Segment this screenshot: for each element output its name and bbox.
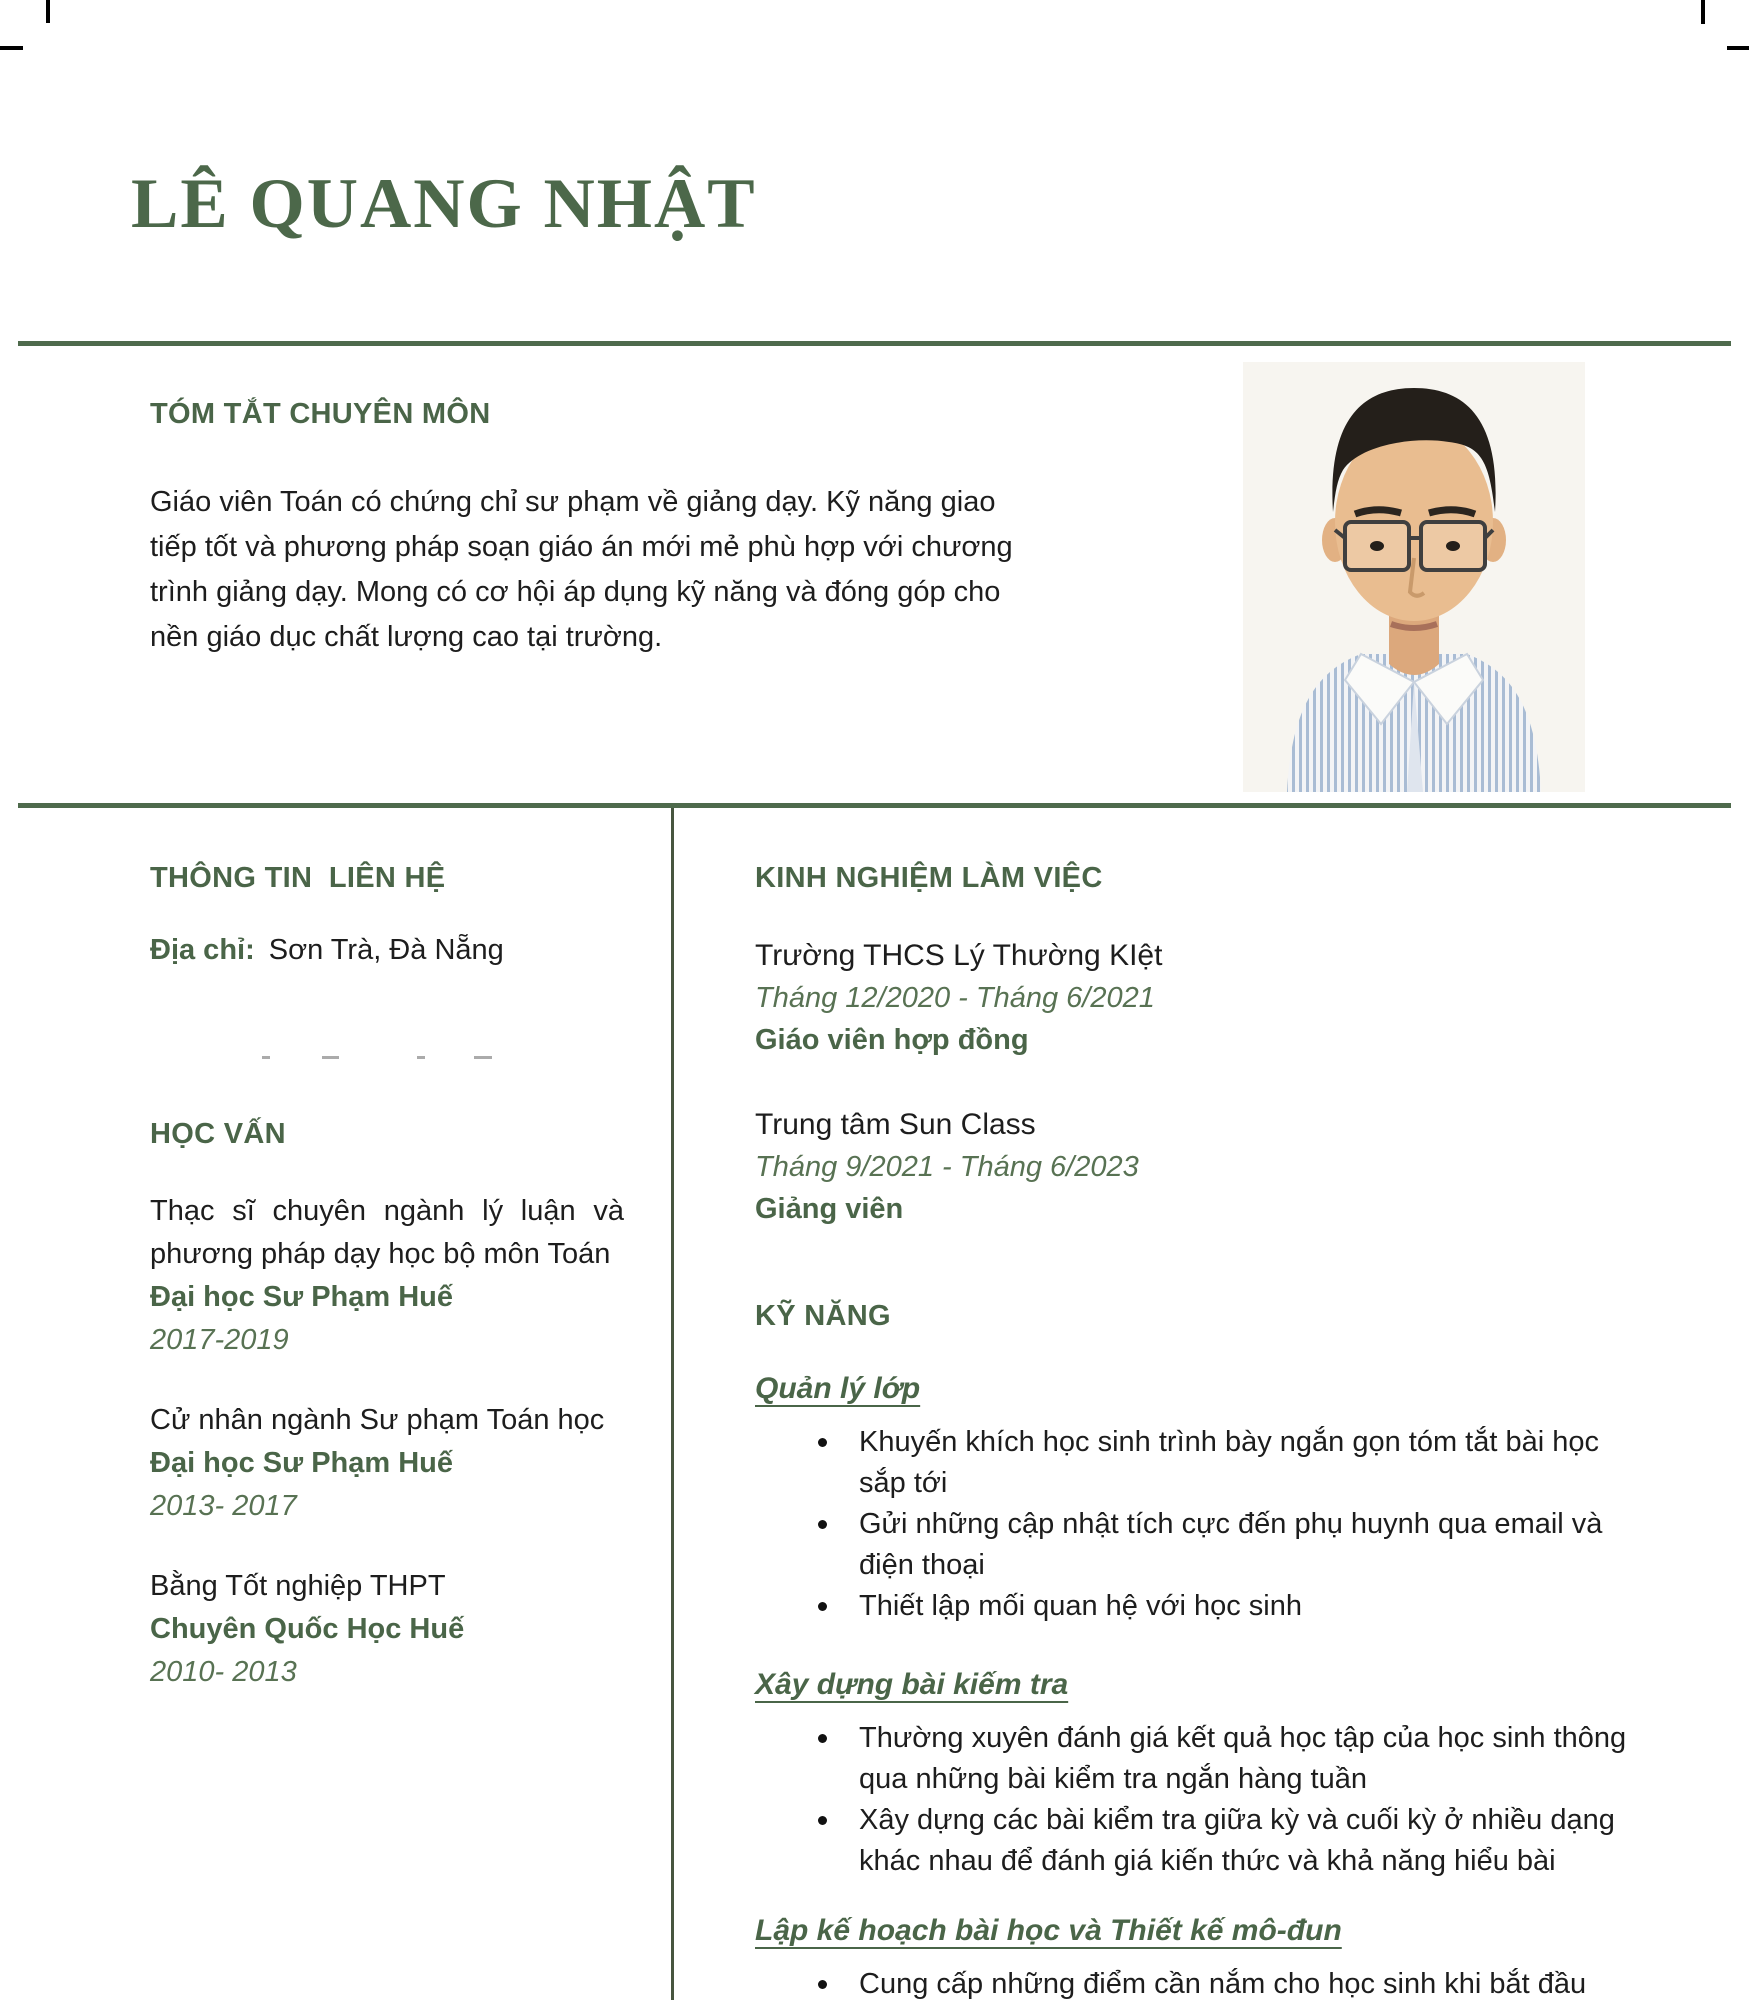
divider-middle — [18, 803, 1731, 808]
education-degree: Cử nhân ngành Sư phạm Toán học — [150, 1404, 605, 1436]
crop-mark-top-right-horizontal — [1727, 46, 1749, 50]
education-heading: HỌC VẤN — [150, 1118, 286, 1150]
education-list — [150, 1190, 624, 1693]
education-years: 2010- 2013 — [150, 1656, 297, 1688]
experience-heading: KINH NGHIỆM LÀM VIỆC — [755, 862, 1103, 894]
column-divider — [671, 808, 674, 2000]
address-row — [150, 934, 504, 967]
education-years: 2017-2019 — [150, 1324, 289, 1356]
skill-bullet: Thường xuyên đánh giá kết quả học tập của học sinh thông qua những bài kiểm tra ngắn hàng tuần — [755, 1718, 1639, 1800]
contact-heading: THÔNG TIN LIÊN HỆ — [150, 862, 446, 894]
education-item — [150, 1565, 624, 1693]
experience-org: Trung tâm Sun Class — [755, 1108, 1036, 1141]
experience-role: Giáo viên hợp đồng — [755, 1024, 1029, 1056]
skill-bullet-list — [755, 1718, 1639, 1882]
experience-period: Tháng 12/2020 - Tháng 6/2021 — [755, 982, 1155, 1014]
experience-item — [755, 934, 1635, 1062]
education-school: Đại học Sư Phạm Huế — [150, 1447, 454, 1479]
skill-group-title: Quản lý lớp — [755, 1372, 921, 1405]
skill-bullet: Cung cấp những điểm cần nắm cho học sinh khi bắt đầu — [755, 1964, 1639, 2000]
portrait-photo-graphic — [1243, 362, 1585, 792]
experience-org: Trường THCS Lý Thường KIệt — [755, 939, 1163, 972]
crop-mark-top-left-horizontal — [0, 46, 23, 50]
skill-group-test-building — [755, 1668, 1639, 1882]
crop-mark-top-right-vertical — [1701, 0, 1705, 24]
education-school: Đại học Sư Phạm Huế — [150, 1281, 454, 1313]
redacted-text-remnant — [262, 1056, 270, 1059]
skills-heading: KỸ NĂNG — [755, 1300, 891, 1332]
education-item — [150, 1399, 624, 1527]
crop-mark-top-left-vertical — [46, 0, 50, 23]
skill-bullet: Thiết lập mối quan hệ với học sinh — [755, 1586, 1639, 1627]
education-years: 2013- 2017 — [150, 1490, 297, 1522]
skill-bullet: Xây dựng các bài kiểm tra giữa kỳ và cuối kỳ ở nhiều dạng khác nhau để đánh giá kiến thức và khả năng hiểu bài — [755, 1800, 1639, 1882]
skill-bullet-list — [755, 1964, 1639, 2000]
divider-top — [18, 341, 1731, 346]
address-label: Địa chỉ: — [150, 934, 255, 966]
skill-group-class-management — [755, 1372, 1639, 1627]
redacted-text-remnant — [474, 1056, 492, 1059]
education-degree: Thạc sĩ chuyên ngành lý luận và phương pháp dạy học bộ môn Toán — [150, 1195, 624, 1270]
education-school: Chuyên Quốc Học Huế — [150, 1613, 465, 1645]
experience-role: Giảng viên — [755, 1193, 904, 1225]
experience-item — [755, 1103, 1635, 1231]
skill-bullet-list — [755, 1422, 1639, 1627]
education-degree: Bằng Tốt nghiệp THPT — [150, 1570, 446, 1602]
experience-period: Tháng 9/2021 - Tháng 6/2023 — [755, 1151, 1139, 1183]
portrait-photo — [1243, 362, 1585, 792]
skill-group-lesson-planning — [755, 1914, 1639, 2000]
skill-bullet: Gửi những cập nhật tích cực đến phụ huynh qua email và điện thoại — [755, 1504, 1639, 1586]
experience-list — [755, 934, 1635, 1231]
summary-heading: TÓM TẮT CHUYÊN MÔN — [150, 398, 491, 430]
page-title: LÊ QUANG NHẬT — [131, 165, 757, 243]
education-item — [150, 1190, 624, 1361]
skill-group-title: Xây dựng bài kiếm tra — [755, 1668, 1069, 1701]
summary-text: Giáo viên Toán có chứng chỉ sư phạm về giảng dạy. Kỹ năng giao tiếp tốt và phương pháp soạn giáo án mới mẻ phù hợp với chương trình giảng dạy. Mong có cơ hội áp dụng kỹ năng và đóng góp cho nền giáo dục chất lượng cao tại trường. — [150, 486, 1013, 653]
skill-bullet: Khuyến khích học sinh trình bày ngắn gọn tóm tắt bài học sắp tới — [755, 1422, 1639, 1504]
address-value: Sơn Trà, Đà Nẵng — [268, 934, 504, 966]
redacted-text-remnant — [417, 1056, 425, 1059]
redacted-text-remnant — [322, 1056, 339, 1059]
skill-group-title: Lập kế hoạch bài học và Thiết kế mô-đun — [755, 1914, 1342, 1947]
